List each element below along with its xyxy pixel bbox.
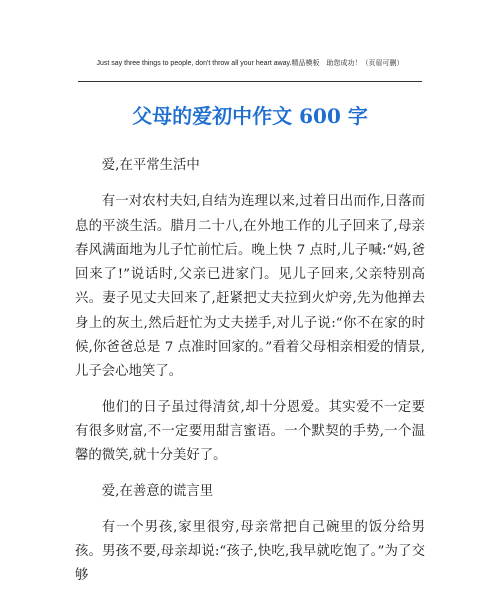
paragraph: 他们的日子虽过得清贫,却十分恩爱。其实爱不一定要有很多财富,不一定要用甜言蜜语。一个默契的手势,一个温馨的微笑,就十分美好了。 (75, 399, 425, 464)
header-divider (78, 81, 422, 82)
paragraph: 有一个男孩,家里很穷,母亲常把自己碗里的饭分给男孩。男孩不要,母亲却说:“孩子,快吃,我早就吃饱了。”为了交够 (75, 519, 425, 584)
paragraph: 有一对农村夫妇,自结为连理以来,过着日出而作,日落而息的平淡生活。腊月二十八,在外地工作的儿子回来了,母亲春风满面地为儿子忙前忙后。晚上快 7 点时,儿子喊:“妈,爸回来了!”说话时,父亲已进家门。见儿子回来,父亲特别高兴。妻子见丈夫回来了,赶紧把丈夫拉到火炉旁,先为他掸去身上的灰土,然后赶忙为丈夫搓手,对儿子说:“你不在家的时候,你爸爸总是 7 点准时回家的。”看着父母相亲相爱的情景,儿子会心地笑了。 (75, 194, 425, 380)
section-heading: 爱,在平常生活中 (101, 158, 200, 173)
page-header: Just say three things to people, don't throw all your heart away.精品模板 助您成功！（页眉可删） (96, 60, 404, 67)
document-title: 父母的爱初中作文 600 字 (132, 104, 368, 128)
section-heading: 爱,在善意的谎言里 (101, 483, 214, 499)
document-body (75, 154, 425, 600)
